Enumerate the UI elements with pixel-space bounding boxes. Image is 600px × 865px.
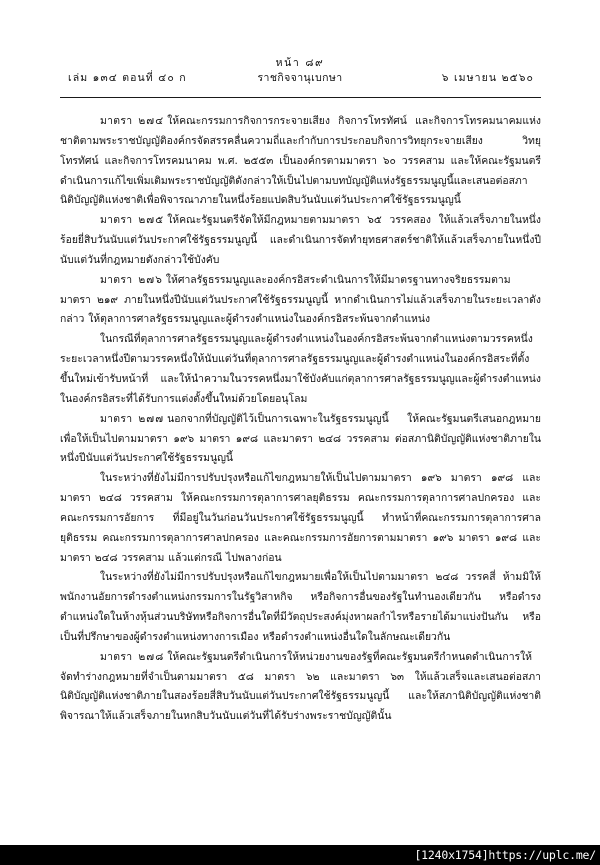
section-text: ให้คณะรัฐมนตรีดำเนินการให้หน่วยงานของรัฐที่คณะรัฐมนตรีกำหนดดำเนินการให้จัดทำร่างกฎหมายที่จำเป็นตามมาตรา ๕๘ มาตรา ๖๒ และมาตรา ๖๓ ให้แล้วเสร็จและเสนอต่อสภานิติบัญญัติแห่งชาติภายในสองร้อยสี่สิบวันนับแต่วันประกาศใช้รัฐธรรมนูญนี้ และให้สภานิติบัญญัติแห่งชาติพิจารณาให้แล้วเสร็จภายในหกสิบวันนับแต่วันที่ได้รับร่างพระราชบัญญัตินั้น — [60, 650, 541, 723]
section-text: ให้คณะรัฐมนตรีจัดให้มีกฎหมายตามมาตรา ๖๕ วรรคสอง ให้แล้วเสร็จภายในหนึ่งร้อยยี่สิบวันนับแต่วันประกาศใช้รัฐธรรมนูญนี้ และดำเนินการจัดทำยุทธศาสตร์ชาติให้แล้วเสร็จภายในหนึ่งปีนับแต่วันที่กฎหมายดังกล่าวใช้บังคับ — [60, 214, 541, 266]
section-paragraph — [60, 469, 541, 568]
watermark-bar — [0, 845, 600, 865]
running-head — [60, 56, 540, 100]
section-paragraph — [60, 271, 541, 331]
section-label: มาตรา — [100, 214, 133, 227]
section-paragraph — [60, 211, 541, 271]
section-number: ๒๗๗ — [138, 412, 165, 425]
header-divider-rule — [60, 97, 541, 98]
section-paragraph — [60, 112, 541, 211]
section-number: ๒๗๔ — [138, 115, 165, 127]
publication-title: ราชกิจจานุเบกษา — [257, 72, 343, 84]
section-number: ๒๗๖ — [138, 273, 163, 286]
section-text: ในระหว่างที่ยังไม่มีการปรับปรุงหรือแก้ไขกฎหมายเพื่อให้เป็นไปตามมาตรา ๒๔๘ วรรคสี่ ห้ามมิให้พนักงานอัยการดำรงตำแหน่งกรรมการในรัฐวิสาหกิจ หรือกิจการอื่นของรัฐในทำนองเดียวกัน หรือดำรงตำแหน่งใดในห้างหุ้นส่วนบริษัทหรือกิจการอื่นใดที่มีวัตถุประสงค์มุ่งหาผลกำไรหรือรายได้มาแบ่งปันกัน หรือเป็นที่ปรึกษาของผู้ดำรงตำแหน่งทางการเมือง หรือดำรงตำแหน่งอื่นใดในลักษณะเดียวกัน — [60, 571, 541, 643]
section-text: ให้คณะกรรมการกิจการกระจายเสียง กิจการโทรทัศน์ และกิจการโทรคมนาคมแห่งชาติตามพระราชบัญญัติองค์กรจัดสรรคลื่นความถี่และกำกับการประกอบกิจการวิทยุกระจายเสียง วิทยุโทรทัศน์ และกิจการโทรคมนาคม พ.ศ. ๒๕๕๓ เป็นองค์กรตามมาตรา ๖๐ วรรคสาม และให้คณะรัฐมนตรีดำเนินการแก้ไขเพิ่มเติมพระราชบัญญัติดังกล่าวให้เป็นไปตามบทบัญญัติแห่งรัฐธรรมนูญนี้และเสนอต่อสภานิติบัญญัติแห่งชาติเพื่อพิจารณาภายในหนึ่งร้อยแปดสิบวันนับแต่วันประกาศใช้รัฐธรรมนูญนี้ — [60, 115, 541, 207]
section-paragraph — [60, 648, 541, 727]
section-text: ในระหว่างที่ยังไม่มีการปรับปรุงหรือแก้ไขกฎหมายให้เป็นไปตามมาตรา ๑๙๖ มาตรา ๑๙๘ และมาตรา ๒๔๘ วรรคสาม ให้คณะกรรมการตุลาการศาลยุติธรรม คณะกรรมการตุลาการศาลปกครอง และคณะกรรมการอัยการ ที่มีอยู่ในวันก่อนวันประกาศใช้รัฐธรรมนูญนี้ ทำหน้าที่คณะกรรมการตุลาการศาลยุติธรรม คณะกรรมการตุลาการศาลปกครอง และคณะกรรมการอัยการตามมาตรา ๑๙๖ มาตรา ๑๙๘ และมาตรา ๒๔๘ วรรคสาม แล้วแต่กรณี ไปพลางก่อน — [60, 472, 541, 564]
document-body — [60, 112, 541, 727]
volume-issue-line: เล่ม ๑๓๔ ตอนที่ ๔๐ ก — [68, 72, 187, 84]
section-text: ให้ศาลรัฐธรรมนูญและองค์กรอิสระดำเนินการให้มีมาตรฐานทางจริยธรรมตามมาตรา ๒๑๙ ภายในหนึ่งปีนับแต่วันประกาศใช้รัฐธรรมนูญนี้ หากดำเนินการไม่แล้วเสร็จภายในระยะเวลาดังกล่าว ให้ตุลาการศาลรัฐธรรมนูญและผู้ดำรงตำแหน่งในองค์กรอิสระพ้นจากตำแหน่ง — [60, 273, 541, 326]
section-text: นอกจากที่บัญญัติไว้เป็นการเฉพาะในรัฐธรรมนูญนี้ ให้คณะรัฐมนตรีเสนอกฎหมายเพื่อให้เป็นไปตามมาตรา ๑๙๖ มาตรา ๑๙๘ และมาตรา ๒๔๘ วรรคสาม ต่อสภานิติบัญญัติแห่งชาติภายในหนึ่งปีนับแต่วันประกาศใช้รัฐธรรมนูญนี้ — [60, 412, 541, 465]
page-number-line: หน้า ๘๙ — [275, 57, 325, 69]
section-number: ๒๗๕ — [138, 214, 165, 227]
publication-date-line: ๖ เมษายน ๒๕๖๐ — [441, 72, 534, 84]
section-paragraph — [60, 410, 541, 470]
section-paragraph — [60, 568, 541, 647]
section-label: มาตรา — [100, 650, 133, 663]
section-label: มาตรา — [100, 115, 133, 127]
section-paragraph — [60, 330, 541, 409]
section-text: ในกรณีที่ตุลาการศาลรัฐธรรมนูญและผู้ดำรงตำแหน่งในองค์กรอิสระพ้นจากตำแหน่งตามวรรคหนึ่ง ระยะเวลาหนึ่งปีตามวรรคหนึ่งให้นับแต่วันที่ตุลาการศาลรัฐธรรมนูญและผู้ดำรงตำแหน่งในองค์กรอิสระที่ตั้งขึ้นใหม่เข้ารับหน้าที่ และให้นำความในวรรคหนึ่งมาใช้บังคับแก่ตุลาการศาลรัฐธรรมนูญและผู้ดำรงตำแหน่งในองค์กรอิสระที่ได้รับการแต่งตั้งขึ้นใหม่ด้วยโดยอนุโลม — [60, 333, 541, 405]
section-label: มาตรา — [100, 412, 133, 425]
section-label: มาตรา — [100, 273, 133, 286]
section-number: ๒๗๘ — [138, 650, 165, 663]
watermark-text: [1240x1754]https://uplc.me/ — [414, 848, 596, 862]
